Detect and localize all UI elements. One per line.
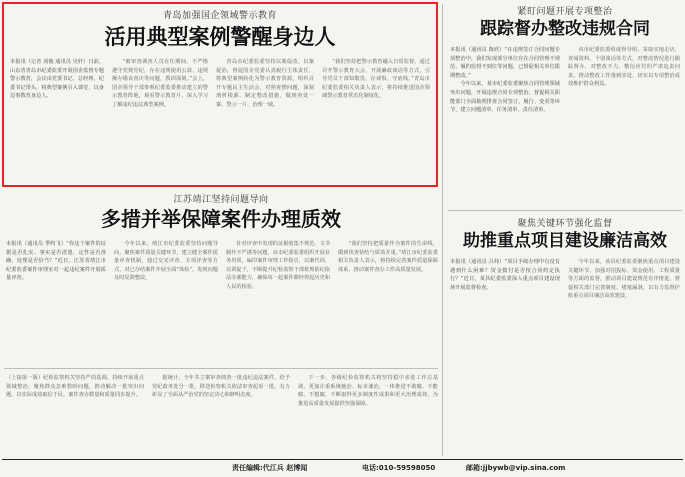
article5-body-col1 [6, 374, 144, 456]
article1-paragraph: 青岛市纪委监委坚持以案促改、以案促治，督促国企党委认真履行主体责任，将典型案例转化为警示教育资源，组织召开专题民主生活会，对照查摆问题，深刻剖析根源，制定整改措施，做到查处一案、警示一片、治理一域。 [216, 59, 314, 108]
article2-body-col4 [338, 240, 438, 364]
article2-body-col2 [114, 240, 218, 364]
article2-paragraph: 今年以来，靖江市纪委监委坚持问题导向，聚焦案件质量关键环节，建立健全案件质量评查机制，通过交叉评查、专项评查等方式，对已办结案件开展全面“体检”，发现问题及时反馈整改。 [114, 241, 218, 282]
article1-paragraph: “我们坚持把警示教育融入日常监督，通过召开警示教育大会、开展廉政谈话等方式，引导党员干部知敬畏、存戒惧、守底线。”青岛市纪委监委相关负责人表示，将持续推进国企领域警示教育常态化制度化。 [322, 59, 430, 100]
section-rule [4, 368, 438, 369]
article1-body-col2 [112, 58, 208, 182]
footer-email: 邮箱:jjbywb@vip.sina.com [466, 464, 566, 472]
article3-body-col2 [568, 46, 680, 206]
article3-headline: 跟踪督办整改违规合同 [480, 19, 650, 39]
article1-headline: 活用典型案例警醒身边人 [104, 25, 336, 49]
article1-kicker: 青岛加强国企领域警示教育 [162, 11, 277, 21]
article4-paragraph: 今年以来，该县纪委监委聚焦重点项目建设关键环节，加强对招投标、资金使用、工程质量等方面的监督，推动项目建设规范有序推进，督促相关部门完善制度、堵塞漏洞，以有力监督护航重点项目廉洁高效建设。 [568, 259, 680, 300]
article1-paragraph: “被审查调查人员在任期间，不严格遵守党规党纪，存在违规使用公款、违规操办婚丧喜庆等问题，教训深刻。”会上，国企领导干部参观纪委监委推动建立的警示教育阵地，观看警示教育片，深入学习了解违纪违法典型案例。 [112, 59, 208, 108]
article5-body-col3 [298, 374, 438, 456]
article2-body-col3 [226, 240, 330, 364]
featured-article-frame [2, 2, 438, 187]
article1-body-col3 [216, 58, 314, 182]
section-rule [448, 210, 682, 211]
article3-body-col1 [450, 46, 560, 206]
article3-kicker: 紧盯问题开展专项整治 [517, 7, 613, 17]
article1-body-col4 [322, 58, 430, 182]
article2-kicker: 江苏靖江坚持问题导向 [173, 195, 269, 205]
footer-editor: 责任编辑:代江兵 赵博闻 [232, 464, 308, 472]
article5-paragraph: 据统计，全年共立案审查调查一批违纪违法案件，给予党纪政务处分一批，移送检察机关依法审查起诉一批，有力彰显了全面从严治党的坚定决心和鲜明态度。 [152, 375, 290, 399]
article4-byline: 本报讯（通讯员 吕炜）“项目手续办理中有没有遇到什么困难？资金拨付是否按合同约定执行？”近日，某县纪委监委深入重点项目建设现场开展监督检查。 [450, 259, 560, 291]
article5-body-col2 [152, 374, 290, 456]
article3-byline: 本报讯（通讯员 陈欣）“在违规签订合同问题专项整治中，我们发现部分单位存在合同管理不规范、履约监督不到位等问题，已督促相关单位限期整改。” [450, 47, 560, 79]
article1-byline-text: 本报讯（记者 刘俊 通讯员 吴轩）日前，山东省青岛市纪委监委开展国企监督专题警示教育，会议由党委书记、总经理、纪委书记带头，将典型案例引入课堂，以身边事教育身边人。 [10, 59, 104, 100]
footer-phone: 电话:010-59598050 [362, 464, 436, 472]
article2-paragraph: “我们坚持把质量作为案件的生命线，做到快查快结与质效并重。”靖江市纪委监委相关负责人表示，将持续完善案件质量保障体系，推动案件查办工作高质量发展。 [338, 241, 438, 273]
footer-rule [2, 459, 683, 460]
article4-body-col2 [568, 258, 680, 454]
article3-paragraph: 今年以来，某市纪委监委聚焦合同管理领域突出问题，开展违规合同专项整治，督促相关职能部门全面梳理排查合同签订、履行、变更等环节，建立问题清单、任务清单、责任清单。 [450, 81, 560, 114]
article1-byline [10, 58, 104, 182]
article2-byline: 本报讯（通讯员 季鸣飞）“你这个案件的证据是否扎实、事实是否清楚、定性是否准确、处理是否恰当？”近日，江苏省靖江市纪委监委案件审理室对一起违纪案件开展质量评查。 [6, 241, 106, 282]
article4-kicker: 聚焦关键环节强化监督 [517, 219, 613, 229]
article2-paragraph: 针对评查中发现的证据收集不规范、文书制作不严谨等问题，该市纪委监委组织开展业务培训，编印案件审理工作指引，以案代训、以训促干，不断提升纪检监察干部依规依纪依法办案能力，确保每一起案件都经得起历史和人民的检验。 [226, 241, 330, 290]
article4-body-col1 [450, 258, 560, 454]
column-rule [442, 4, 443, 456]
article2-headline: 多措并举保障案件办理质效 [101, 207, 341, 231]
article4-headline: 助推重点项目建设廉洁高效 [463, 231, 667, 251]
article5-paragraph: （上接第一版）纪检监察机关坚持严的基调，持续开展重点领域整治，聚焦群众急难愁盼问题，推动解决一批突出问题，以实际成效取信于民，案件查办数量和质量同步提升。 [6, 375, 144, 399]
article3-paragraph: 该市纪委监委组成督导组，采取实地走访、查阅资料、个别谈话等方式，对整改情况进行跟踪督办，对整改不力、敷衍应付的严肃追责问责，推动整改工作落到实处，切实以专项整治成效维护群众利益。 [568, 47, 680, 88]
article5-paragraph: 下一步，各级纪检监察机关将坚持稳中求进工作总基调，更加注重系统施治、标本兼治，一体推进不敢腐、不能腐、不想腐，不断取得更多制度性成果和更大治理成效，为推进高质量发展提供坚强保障。 [298, 375, 438, 407]
article2-body-col1 [6, 240, 106, 364]
